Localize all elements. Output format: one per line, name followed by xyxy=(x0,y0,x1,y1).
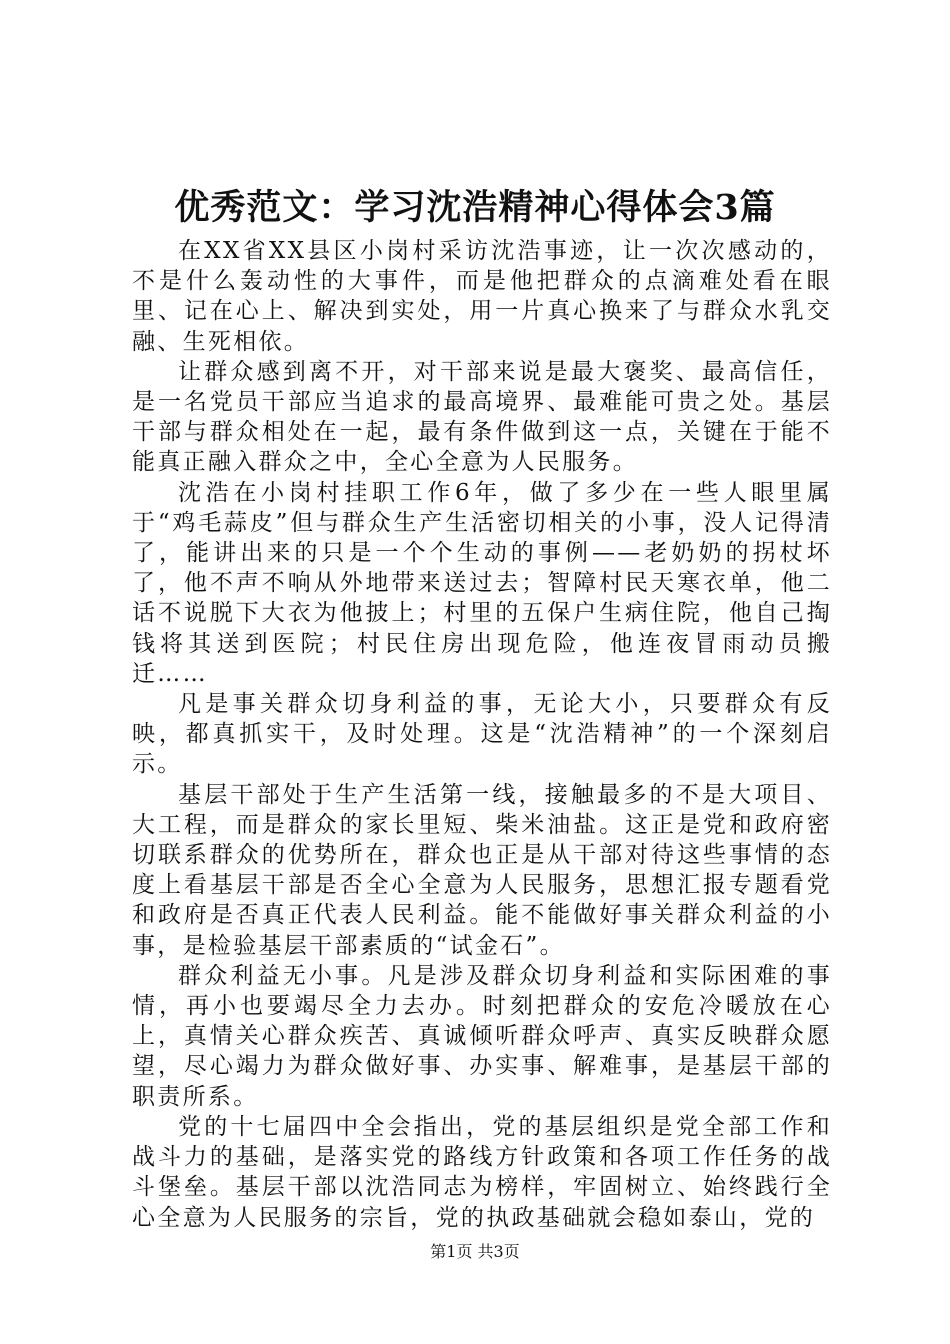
paragraph: 沈浩在小岗村挂职工作6年，做了多少在一些人眼里属于“鸡毛蒜皮”但与群众生产生活密切相关的小事，没人记得清了，能讲出来的只是一个个生动的事例——老奶奶的拐杖坏了，他不声不响从外地带来送过去；智障村民天寒衣单，他二话不说脱下大衣为他披上；村里的五保户生病住院，他自己掏钱将其送到医院；村民住房出现危险，他连夜冒雨动员搬迁…… xyxy=(132,479,832,687)
paragraph: 党的十七届四中全会指出，党的基层组织是党全部工作和战斗力的基础，是落实党的路线方针政策和各项工作任务的战斗堡垒。基层干部以沈浩同志为榜样，牢固树立、始终践行全心全意为人民服务的宗旨，党的执政基础就会稳如泰山，党的 xyxy=(132,1113,832,1231)
document-title: 优秀范文：学习沈浩精神心得体会3篇 xyxy=(174,187,776,228)
page-footer: 第1页 共3页 xyxy=(430,1242,520,1261)
document-body xyxy=(132,236,832,1233)
paragraph: 在XX省XX县区小岗村采访沈浩事迹，让一次次感动的，不是什么轰动性的大事件，而是他把群众的点滴难处看在眼里、记在心上、解决到实处，用一片真心换来了与群众水乳交融、生死相依。 xyxy=(132,238,832,355)
paragraph: 基层干部处于生产生活第一线，接触最多的不是大项目、大工程，而是群众的家长里短、柴米油盐。这正是党和政府密切联系群众的优势所在，群众也正是从干部对待这些事情的态度上看基层干部是否全心全意为人民服务，思想汇报专题看党和政府是否真正代表人民利益。能不能做好事关群众利益的小事，是检验基层干部素质的“试金石”。 xyxy=(132,781,832,959)
paragraph: 凡是事关群众切身利益的事，无论大小，只要群众有反映，都真抓实干，及时处理。这是“沈浩精神”的一个深刻启示。 xyxy=(132,691,832,778)
paragraph: 群众利益无小事。凡是涉及群众切身利益和实际困难的事情，再小也要竭尽全力去办。时刻把群众的安危冷暖放在心上，真情关心群众疾苦、真诚倾听群众呼声、真实反映群众愿望，尽心竭力为群众做好事、办实事、解难事，是基层干部的职责所系。 xyxy=(132,962,832,1110)
paragraph: 让群众感到离不开，对干部来说是最大褒奖、最高信任，是一名党员干部应当追求的最高境界、最难能可贵之处。基层干部与群众相处在一起，最有条件做到这一点，关键在于能不能真正融入群众之中，全心全意为人民服务。 xyxy=(132,358,832,476)
